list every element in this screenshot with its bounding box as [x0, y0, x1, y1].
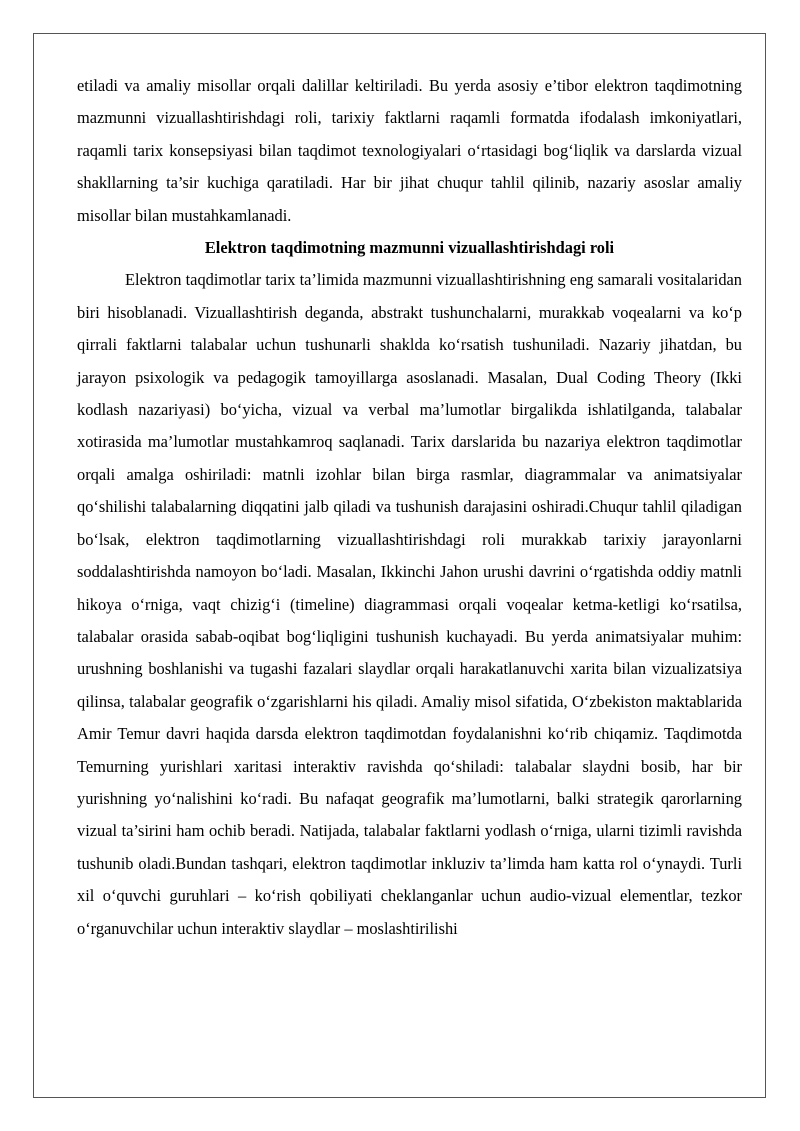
- body-paragraph: Elektron taqdimotlar tarix ta’limida mazmunni vizuallashtirishning eng samarali vositalaridan biri hisoblanadi. Vizuallashtirish deganda, abstrakt tushunchalarni, murakkab voqealarni va ko‘p qirrali faktlarni talabalar uchun tushunarli shaklda ko‘rsatish tushuniladi. Nazariy jihatdan, bu jarayon psixologik va pedagogik tamoyillarga asoslanadi. Masalan, Dual Coding Theory (Ikki kodlash nazariyasi) bo‘yicha, vizual va verbal ma’lumotlar birgalikda ishlatilganda, talabalar xotirasida ma’lumotlar mustahkamroq saqlanadi. Tarix darslarida bu nazariya elektron taqdimotlar orqali amalga oshiriladi: matnli izohlar bilan birga rasmlar, diagrammalar va animatsiyalar qo‘shilishi talabalarning diqqatini jalb qiladi va tushunish darajasini oshiradi.Chuqur tahlil qiladigan bo‘lsak, elektron taqdimotlarning vizuallashtirishdagi roli murakkab tarixiy jarayonlarni soddalashtirishda namoyon bo‘ladi. Masalan, Ikkinchi Jahon urushi davrini o‘rgatishda oddiy matnli hikoya o‘rniga, vaqt chizig‘i (timeline) diagrammasi orqali voqealar ketma-ketligi ko‘rsatilsa, talabalar orasida sabab-oqibat bog‘liqligini tushunish kuchayadi. Bu yerda animatsiyalar muhim: urushning boshlanishi va tugashi fazalari slaydlar orqali harakatlanuvchi xarita bilan vizualizatsiya qilinsa, talabalar geografik o‘zgarishlarni his qiladi. Amaliy misol sifatida, O‘zbekiston maktablarida Amir Temur davri haqida darsda elektron taqdimotdan foydalanishni ko‘rib chiqamiz. Taqdimotda Temurning yurishlari xaritasi interaktiv ravishda qo‘shiladi: talabalar slaydni bosib, har bir yurishning yo‘nalishini ko‘radi. Bu nafaqat geografik ma’lumotlarni, balki strategik qarorlarning vizual ta’sirini ham ochib beradi. Natijada, talabalar faktlarni yodlash o‘rniga, ularni tizimli ravishda tushunib oladi.Bundan tashqari, elektron taqdimotlar inkluziv ta’limda ham katta rol o‘ynaydi. Turli xil o‘quvchi guruhlari – ko‘rish qobiliyati cheklanganlar uchun audio-vizual elementlar, tezkor o‘rganuvchilar uchun interaktiv slaydlar – moslashtirilishi: [77, 270, 742, 938]
- intro-paragraph: etiladi va amaliy misollar orqali dalillar keltiriladi. Bu yerda asosiy e’tibor elektron taqdimotning mazmunni vizuallashtirishdagi roli, tarixiy faktlarni raqamli formatda ifodalash imkoniyatlari, raqamli tarix konsepsiyasi bilan taqdimot texnologiyalari o‘rtasidagi bog‘liqlik va darslarda vizual shakllarning ta’sir kuchiga qaratiladi. Har bir jihat chuqur tahlil qilinib, nazariy asoslar amaliy misollar bilan mustahkamlanadi.: [77, 76, 742, 225]
- document-body: [77, 70, 742, 945]
- section-heading: Elektron taqdimotning mazmunni vizuallashtirishdagi roli: [204, 238, 615, 258]
